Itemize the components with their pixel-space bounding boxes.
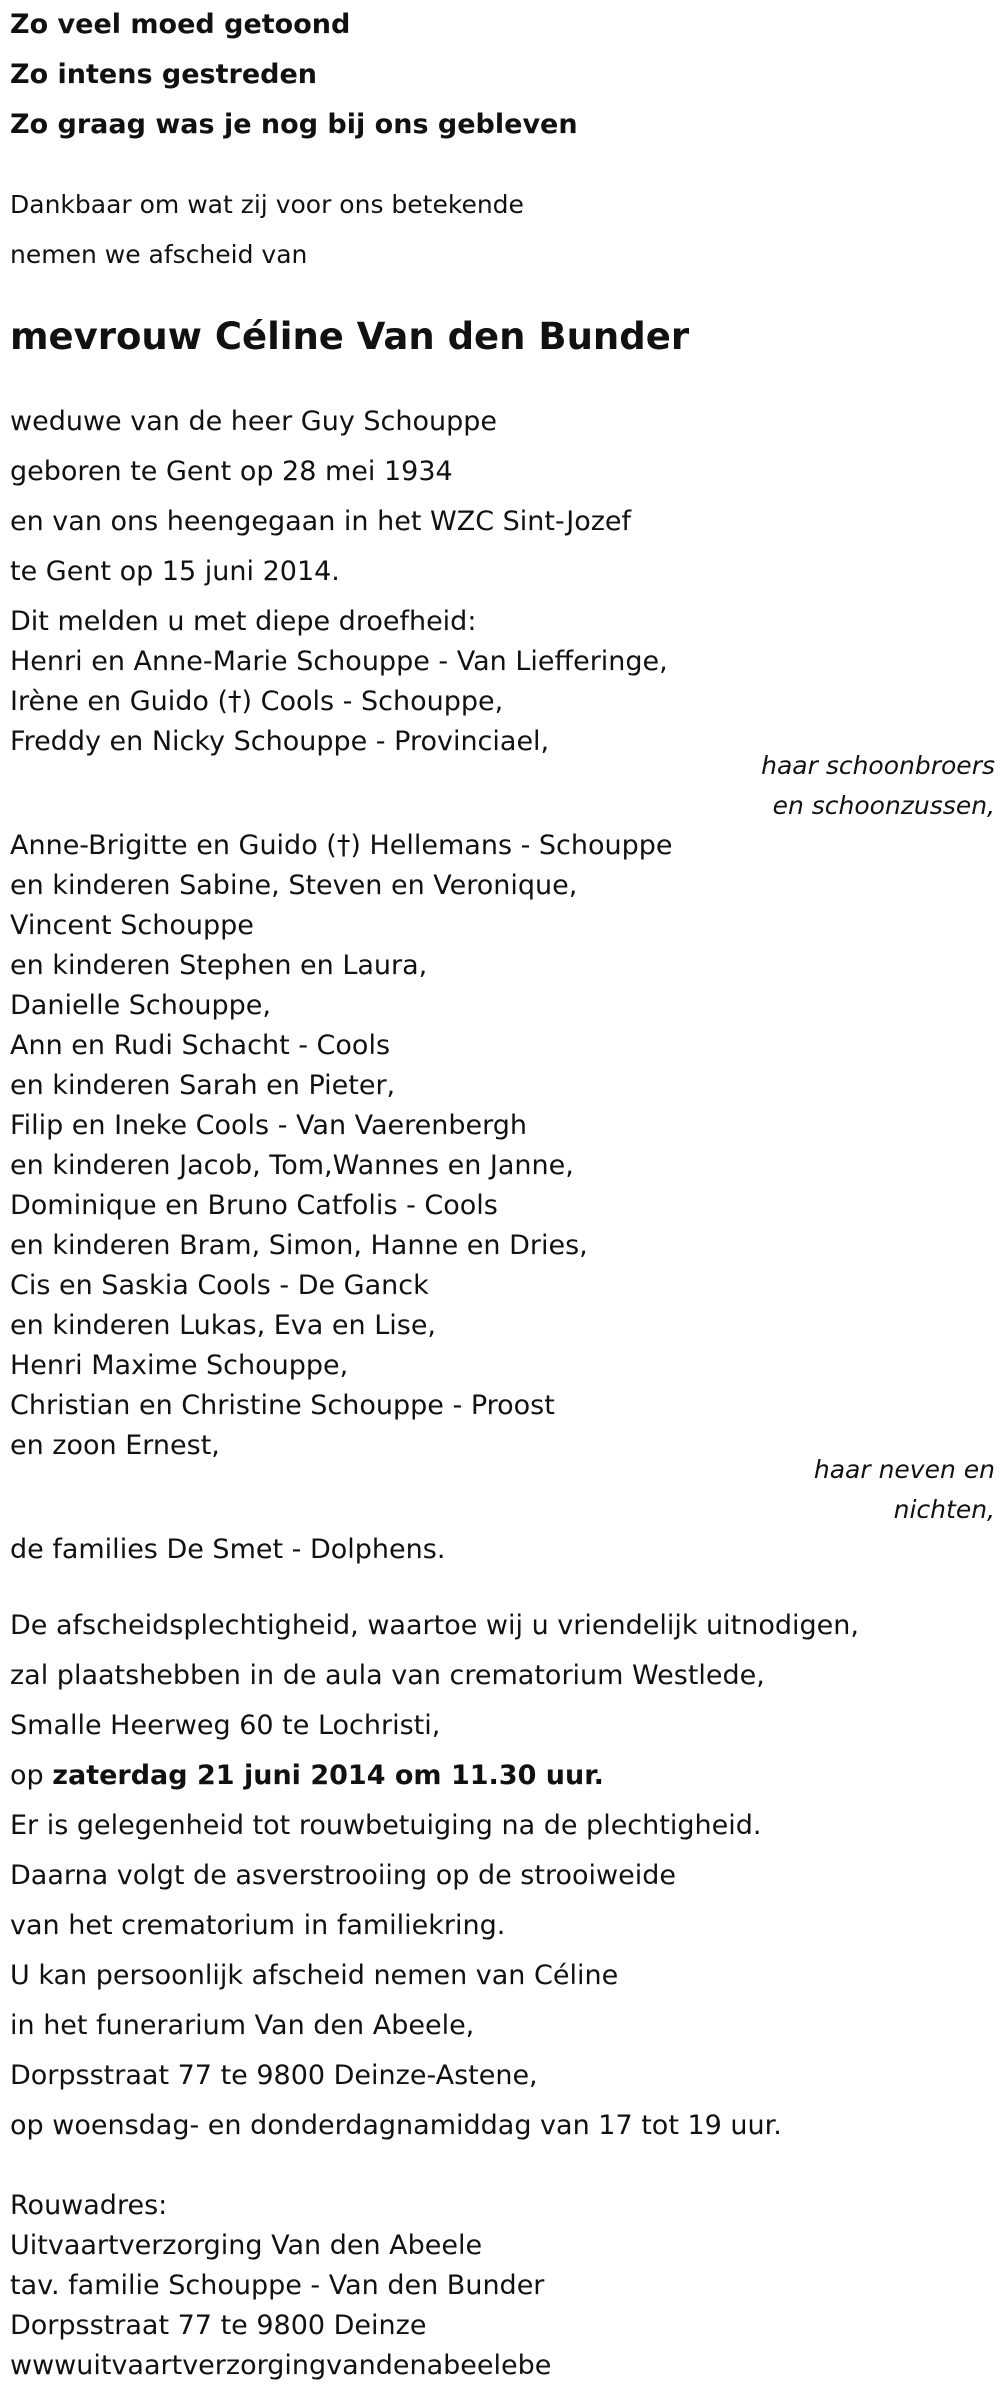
ceremony-line: van het crematorium in familiekring.	[10, 1910, 506, 1941]
ceremony-line: U kan persoonlijk afscheid nemen van Céline	[10, 1960, 619, 1991]
group1-role-line-2: en schoonzussen,	[772, 791, 995, 820]
address-heading: Rouwadres:	[10, 2190, 168, 2221]
poem-line-3: Zo graag was je nog bij ons gebleven	[10, 109, 578, 140]
mourners-intro: Dit melden u met diepe droefheid:	[10, 606, 477, 637]
address-line: Dorpsstraat 77 te 9800 Deinze	[10, 2310, 427, 2341]
ceremony-line: in het funerarium Van den Abeele,	[10, 2010, 475, 2041]
ceremony-date-prefix: op	[10, 1760, 44, 1791]
mourner-line: Irène en Guido (†) Cools - Schouppe,	[10, 686, 504, 717]
mourner-line: Vincent Schouppe	[10, 910, 254, 941]
ceremony-date-line	[10, 1756, 604, 1796]
mourner-line: Filip en Ineke Cools - Van Vaerenbergh	[10, 1110, 528, 1141]
mourner-line: Dominique en Bruno Catfolis - Cools	[10, 1190, 498, 1221]
mourner-line: Ann en Rudi Schacht - Cools	[10, 1030, 391, 1061]
poem-line-1: Zo veel moed getoond	[10, 9, 351, 40]
ceremony-line: Smalle Heerweg 60 te Lochristi,	[10, 1710, 441, 1741]
group1-role-line-1: haar schoonbroers	[761, 751, 995, 780]
deceased-name: mevrouw Céline Van den Bunder	[10, 315, 690, 358]
ceremony-line: Daarna volgt de asverstrooiing op de strooiweide	[10, 1860, 676, 1891]
detail-widow: weduwe van de heer Guy Schouppe	[10, 406, 498, 437]
mourner-line: en kinderen Lukas, Eva en Lise,	[10, 1310, 437, 1341]
intro-line-2: nemen we afscheid van	[10, 240, 308, 269]
intro-line-1: Dankbaar om wat zij voor ons betekende	[10, 190, 524, 219]
mourner-line: Freddy en Nicky Schouppe - Provinciael,	[10, 726, 550, 757]
mourner-line: en kinderen Sabine, Steven en Veronique,	[10, 870, 578, 901]
address-line: tav. familie Schouppe - Van den Bunder	[10, 2270, 545, 2301]
mourner-line: Henri en Anne-Marie Schouppe - Van Liefferinge,	[10, 646, 668, 677]
mourner-line: en kinderen Sarah en Pieter,	[10, 1070, 396, 1101]
ceremony-line: zal plaatshebben in de aula van crematorium Westlede,	[10, 1660, 765, 1691]
detail-passed-date: te Gent op 15 juni 2014.	[10, 556, 340, 587]
ceremony-line: De afscheidsplechtigheid, waartoe wij u vriendelijk uitnodigen,	[10, 1610, 859, 1641]
ceremony-line: op woensdag- en donderdagnamiddag van 17 tot 19 uur.	[10, 2110, 782, 2141]
address-line: Uitvaartverzorging Van den Abeele	[10, 2230, 483, 2261]
group2-role-line-1: haar neven en	[813, 1455, 995, 1484]
address-website: wwwuitvaartverzorgingvandenabeelebe	[10, 2350, 552, 2381]
families-line: de families De Smet - Dolphens.	[10, 1534, 446, 1565]
mourner-line: en zoon Ernest,	[10, 1430, 220, 1461]
detail-born: geboren te Gent op 28 mei 1934	[10, 456, 453, 487]
ceremony-date: zaterdag 21 juni 2014 om 11.30 uur.	[52, 1760, 604, 1791]
group2-role-line-2: nichten,	[893, 1495, 995, 1524]
mourner-line: Cis en Saskia Cools - De Ganck	[10, 1270, 429, 1301]
mourner-line: en kinderen Stephen en Laura,	[10, 950, 428, 981]
mourner-line: Anne-Brigitte en Guido (†) Hellemans - Schouppe	[10, 830, 673, 861]
detail-passed: en van ons heengegaan in het WZC Sint-Jozef	[10, 506, 631, 537]
ceremony-line: Er is gelegenheid tot rouwbetuiging na de plechtigheid.	[10, 1810, 762, 1841]
mourner-line: en kinderen Bram, Simon, Hanne en Dries,	[10, 1230, 588, 1261]
poem-line-2: Zo intens gestreden	[10, 59, 318, 90]
ceremony-line: Dorpsstraat 77 te 9800 Deinze-Astene,	[10, 2060, 538, 2091]
mourner-line: Henri Maxime Schouppe,	[10, 1350, 349, 1381]
mourner-line: Danielle Schouppe,	[10, 990, 271, 1021]
mourner-line: en kinderen Jacob, Tom,Wannes en Janne,	[10, 1150, 574, 1181]
mourner-line: Christian en Christine Schouppe - Proost	[10, 1390, 555, 1421]
